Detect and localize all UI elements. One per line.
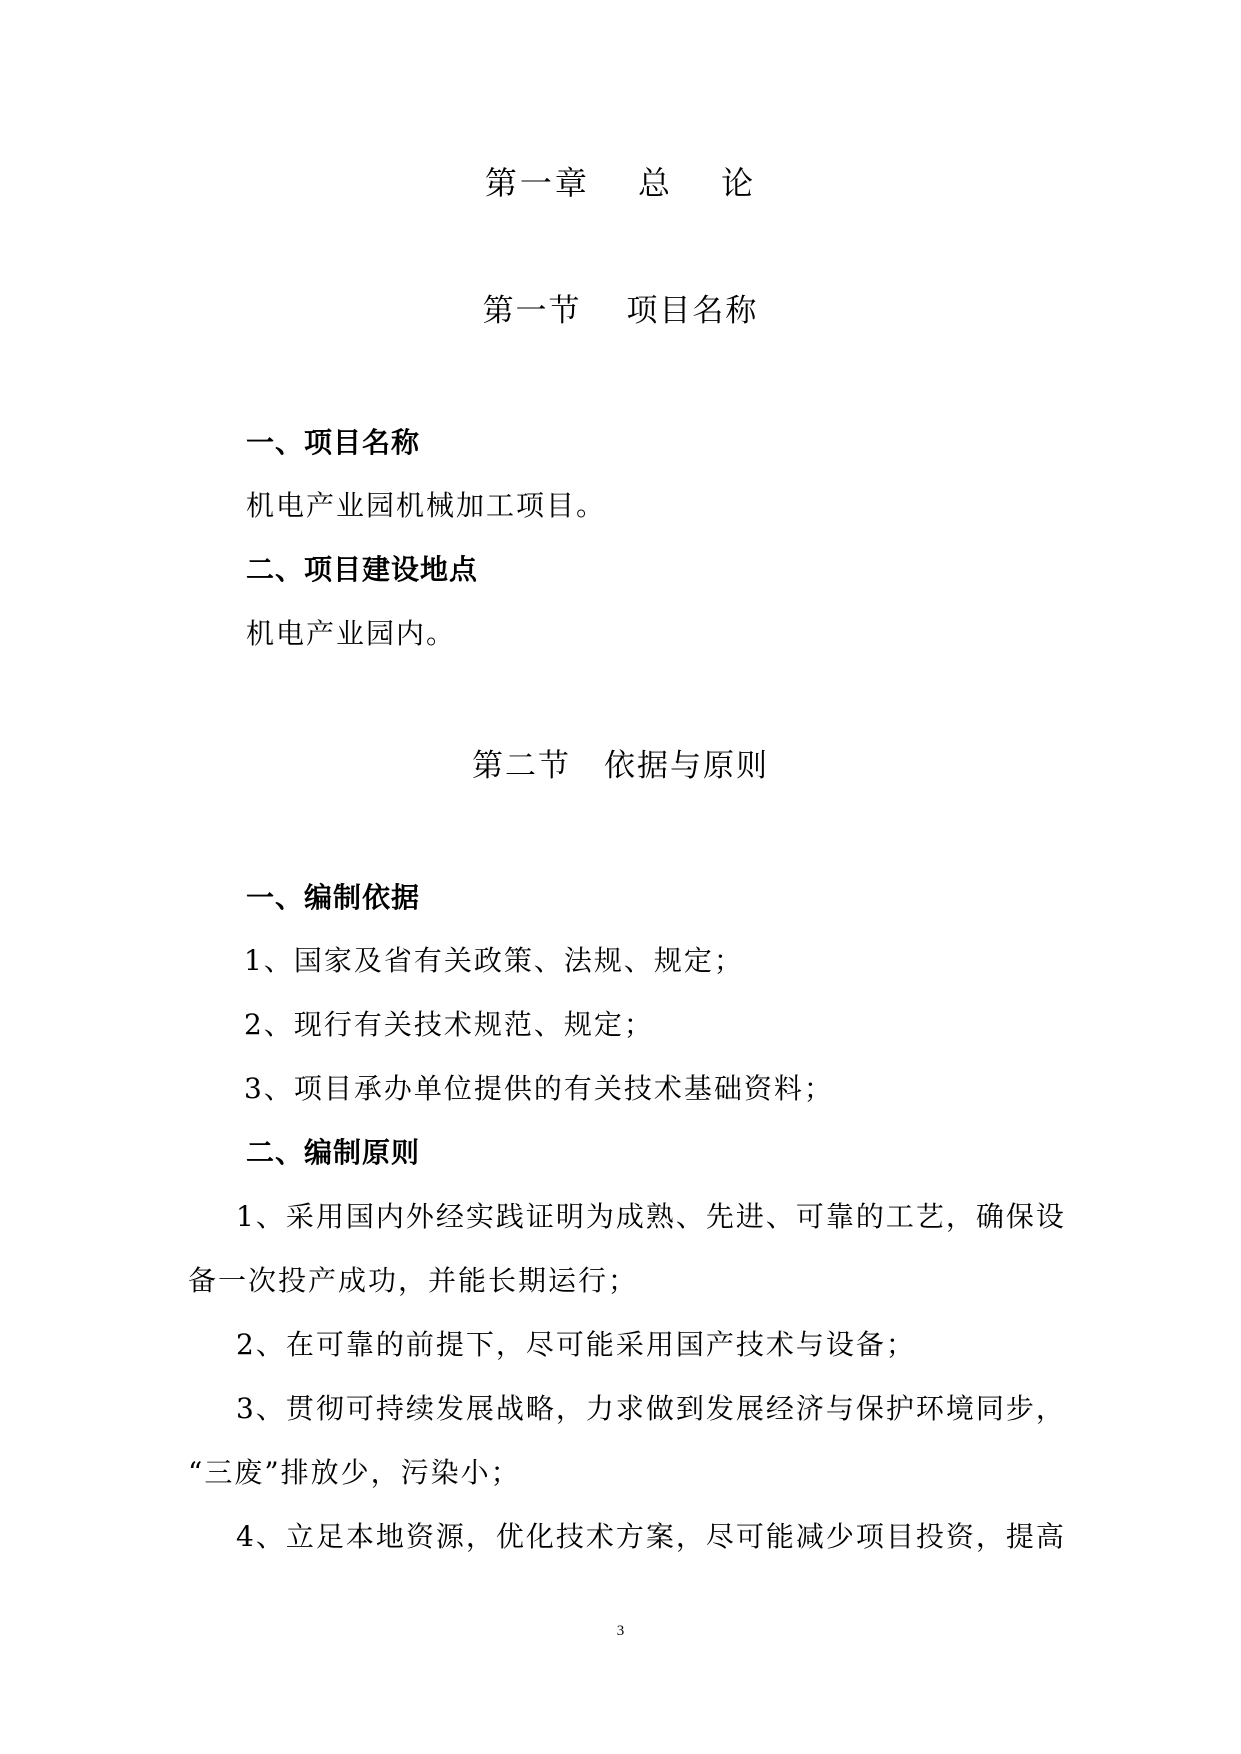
heading-principles: 二、编制原则 (246, 1136, 421, 1169)
basis-item: 2、现行有关技术规范、规定； (244, 1008, 654, 1041)
text-project-name: 机电产业园机械加工项目。 (246, 489, 607, 522)
principle-line: “三废”排放少，污染小； (188, 1456, 521, 1489)
page-number: 3 (616, 1623, 625, 1639)
principle-line: 4、立足本地资源，优化技术方案，尽可能减少项目投资，提高 (236, 1520, 1066, 1553)
heading-basis: 一、编制依据 (246, 881, 421, 914)
text-project-location: 机电产业园内。 (246, 617, 457, 650)
basis-item: 1、国家及省有关政策、法规、规定； (244, 944, 744, 977)
heading-project-location: 二、项目建设地点 (246, 553, 479, 586)
principle-line: 1、采用国内外经实践证明为成熟、先进、可靠的工艺，确保设 (236, 1200, 1066, 1233)
principle-line: 3、贯彻可持续发展战略，力求做到发展经济与保护环境同步， (236, 1392, 1066, 1425)
principle-line: 备一次投产成功，并能长期运行； (188, 1264, 639, 1297)
heading-project-name: 一、项目名称 (246, 426, 421, 459)
section-title-1: 第一节 项目名称 (482, 293, 759, 329)
chapter-title: 第一章 总 论 (484, 164, 757, 202)
basis-item: 3、项目承办单位提供的有关技术基础资料； (244, 1072, 834, 1105)
principle-line: 2、在可靠的前提下，尽可能采用国产技术与设备； (236, 1328, 916, 1361)
section-title-2: 第二节 依据与原则 (472, 748, 769, 784)
